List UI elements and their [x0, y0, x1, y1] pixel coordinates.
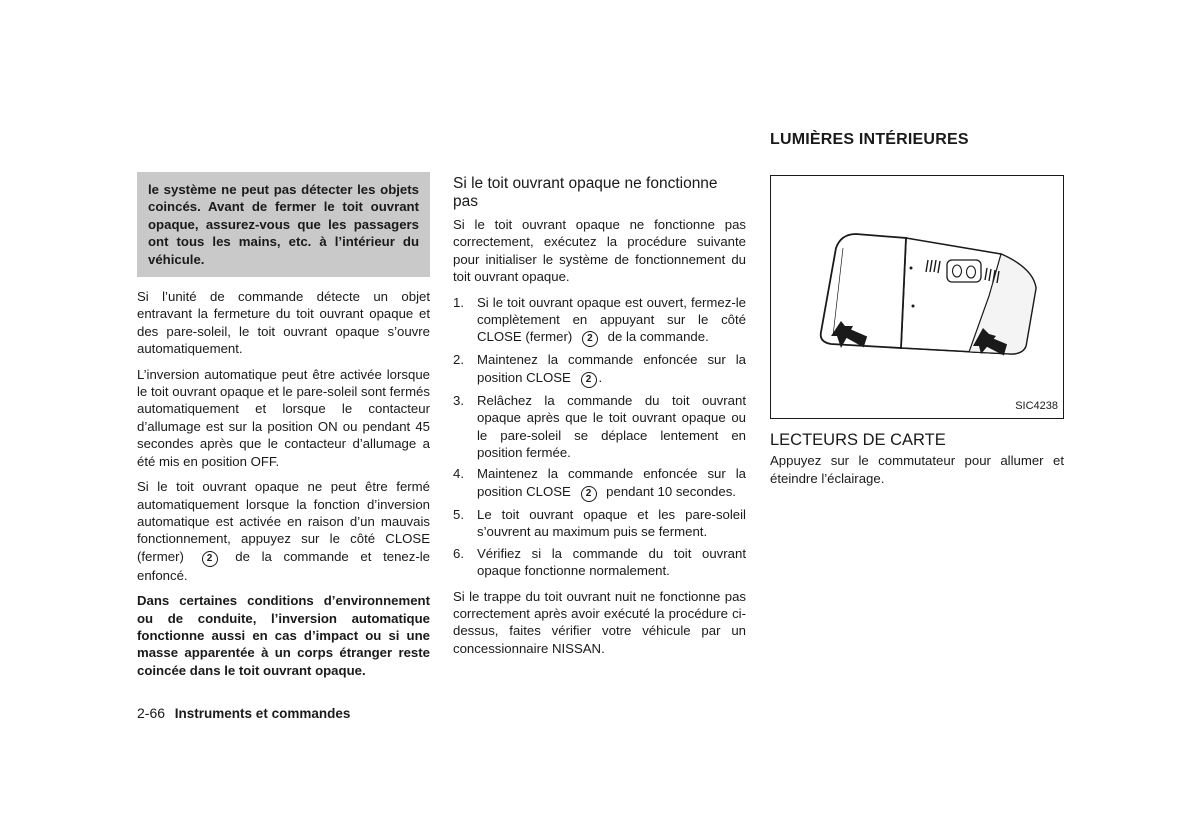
paragraph-auto-reverse: L’inversion automatique peut être activée lorsque le toit ouvrant opaque et le pare-soleil sont fermés automatiquement et lorsque le contacteur d’allumage est sur la position ON ou pendant 45 secondes après que le contacteur d’allumage a été mis en position OFF.	[137, 366, 430, 469]
step-number: 1.	[453, 294, 464, 310]
paragraph-object-detection: Si l’unité de commande détecte un objet entravant la fermeture du toit ouvrant opaque et des pare-soleil, le toit ouvrant opaque s’ouvre automatiquement.	[137, 289, 430, 357]
middle-column	[453, 175, 746, 665]
map-light-figure	[770, 175, 1064, 419]
bold-caution-note: Dans certaines conditions d’environnement ou de conduite, l’inversion automatique fonctionne aussi en cas d’impact ou si une masse apparentée à un corps étranger reste coincée dans le toit ouvrant opaque.	[137, 593, 430, 678]
step-text: Maintenez la commande enfoncée sur la position CLOSE	[477, 352, 746, 385]
callout-2-icon: 2	[202, 551, 218, 567]
paragraph-manual-close	[137, 478, 430, 584]
right-column	[770, 131, 1064, 495]
subsection-heading: Si le toit ouvrant opaque ne fonctionne pas	[453, 175, 718, 210]
subsection-heading: LECTEURS DE CARTE	[770, 431, 946, 450]
step-text-tail: pendant 10 secondes.	[606, 483, 736, 499]
step-number: 6.	[453, 545, 464, 561]
step-number: 4.	[453, 466, 464, 482]
paragraph-manual-close-text-a: Si le toit ouvrant opaque ne peut être fermé automatiquement lorsque la fonction d’inversion automatique est activée en raison d’un mauvais fonctionnement, appuyez sur le côté CLOSE (fermer)	[137, 479, 430, 564]
step-text: Vérifiez si la commande du toit ouvrant opaque fonctionne normalement.	[477, 545, 746, 579]
page-footer	[137, 705, 350, 721]
procedure-step	[453, 351, 746, 387]
procedure-outro: Si le trappe du toit ouvrant nuit ne fonctionne pas correctement après avoir exécuté la procédure ci-dessus, faites vérifier votre véhicule par un concessionnaire NISSAN.	[453, 588, 746, 656]
page-number: 2-66	[137, 705, 166, 721]
step-text: Maintenez la commande enfoncée sur la position CLOSE	[477, 466, 746, 499]
procedure-step	[453, 392, 746, 462]
step-text: Si le toit ouvrant opaque est ouvert, fermez-le complètement en appuyant sur le côté CLOSE (fermer)	[477, 294, 746, 345]
section-title: LUMIÈRES INTÉRIEURES	[770, 131, 969, 148]
step-text-tail: .	[598, 369, 603, 385]
figure-code: SIC4238	[1015, 400, 1058, 412]
paragraph-manual-close-text-b: de la commande et tenez-le enfoncé.	[137, 548, 430, 583]
step-text-tail: de la commande.	[607, 329, 709, 345]
procedure-step	[453, 506, 746, 541]
procedure-step	[453, 545, 746, 580]
procedure-step	[453, 294, 746, 348]
warning-box: le système ne peut pas détecter les objets coincés. Avant de fermer le toit ouvrant opaque, assurez-vous que les passagers ont tous les mains, etc. à l’intérieur du véhicule.	[137, 172, 430, 277]
callout-2-icon: 2	[582, 331, 598, 347]
map-light-illustration	[771, 176, 1063, 418]
map-light-description: Appuyez sur le commutateur pour allumer et éteindre l’éclairage.	[770, 453, 1064, 486]
step-text: Le toit ouvrant opaque et les pare-soleil s’ouvrent au maximum puis se ferment.	[477, 506, 746, 540]
procedure-step	[453, 465, 746, 501]
callout-2-icon: 2	[581, 486, 597, 502]
step-number: 3.	[453, 392, 464, 408]
step-number: 2.	[453, 352, 464, 368]
procedure-intro: Si le toit ouvrant opaque ne fonctionne pas correctement, exécutez la procédure suivante pour initialiser le système de fonctionnement du toit ouvrant opaque.	[453, 217, 746, 285]
procedure-steps	[453, 294, 746, 580]
chapter-title: Instruments et commandes	[174, 706, 351, 721]
step-text: Relâchez la commande du toit ouvrant opaque après que le toit ouvrant opaque ou le pare-soleil se déplace lentement en position fermée.	[477, 392, 746, 461]
step-number: 5.	[453, 506, 464, 522]
callout-2-icon: 2	[581, 372, 597, 388]
left-column	[137, 172, 430, 687]
